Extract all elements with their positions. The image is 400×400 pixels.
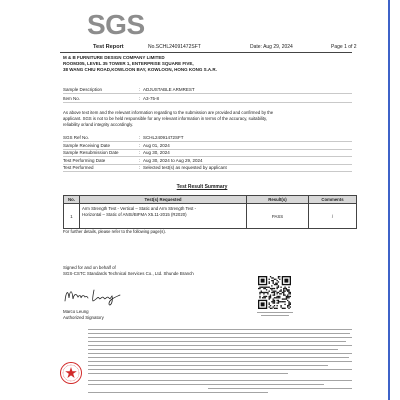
fine-print-line <box>208 388 352 389</box>
report-number: No.SCHL24091472SFT <box>148 44 201 50</box>
qr-module <box>269 297 270 298</box>
sgs-logo: SGS <box>87 9 145 40</box>
qr-module <box>278 302 279 303</box>
fine-print-line <box>88 373 288 374</box>
qr-caption <box>255 312 295 318</box>
qr-module <box>265 287 266 288</box>
qr-module <box>283 294 284 295</box>
qr-module <box>261 302 265 306</box>
qr-module <box>261 279 265 283</box>
results-table <box>63 195 357 229</box>
qr-module <box>275 284 276 285</box>
field-label: Test Performed <box>63 165 94 170</box>
qr-module <box>286 289 287 290</box>
qr-module <box>278 300 279 301</box>
qr-module <box>259 297 260 298</box>
qr-module <box>261 291 262 292</box>
qr-module <box>287 306 288 307</box>
field-label: SGS Ref No. <box>63 135 90 140</box>
fine-print-line <box>88 365 328 366</box>
qr-module <box>287 305 288 306</box>
qr-module <box>287 294 288 295</box>
qr-module <box>261 287 262 288</box>
table-header-row <box>64 196 357 204</box>
qr-module <box>259 293 260 294</box>
fine-print-line <box>88 333 350 334</box>
qr-module <box>273 301 274 302</box>
qr-module <box>280 289 281 290</box>
qr-module <box>282 301 283 302</box>
qr-module <box>265 292 266 293</box>
qr-module <box>274 288 275 289</box>
qr-module <box>279 279 280 280</box>
qr-module <box>271 285 272 286</box>
qr-module <box>276 297 277 298</box>
fine-print-line <box>88 345 352 346</box>
qr-module <box>280 287 281 288</box>
qr-module <box>274 308 275 309</box>
column-header: Comments <box>309 196 357 204</box>
qr-module <box>275 308 276 309</box>
qr-module <box>274 292 275 293</box>
result-cell: PASS <box>247 204 309 229</box>
qr-module <box>278 297 279 298</box>
field-value: Aug 30, 2024 to Aug 29, 2024 <box>143 157 203 163</box>
qr-module <box>290 296 291 297</box>
page-edge-stripe <box>388 0 390 400</box>
qr-module <box>290 306 291 307</box>
qr-module <box>288 297 289 298</box>
qr-module <box>288 305 289 306</box>
qr-module <box>282 292 283 293</box>
qr-module <box>286 298 287 299</box>
qr-module <box>270 294 271 295</box>
qr-module <box>283 289 284 290</box>
qr-module <box>276 292 277 293</box>
qr-module <box>276 296 277 297</box>
qr-module <box>284 294 285 295</box>
qr-module <box>274 305 275 306</box>
qr-module <box>265 296 266 297</box>
qr-module <box>275 279 276 280</box>
qr-module <box>266 289 267 290</box>
qr-module <box>275 291 276 292</box>
qr-module <box>288 292 289 293</box>
qr-module <box>288 302 289 303</box>
qr-module <box>270 308 271 309</box>
qr-module <box>275 283 276 284</box>
qr-module <box>273 302 274 303</box>
qr-module <box>276 283 277 284</box>
qr-module <box>273 283 274 284</box>
field-separator: : <box>139 87 141 92</box>
qr-module <box>276 284 277 285</box>
qr-module <box>284 304 285 305</box>
field-separator: : <box>139 142 141 148</box>
qr-module <box>288 308 289 309</box>
qr-module <box>269 287 270 288</box>
qr-module <box>273 294 274 295</box>
qr-module <box>288 291 289 292</box>
qr-module <box>271 308 272 309</box>
fine-print-line <box>88 384 324 385</box>
qr-module <box>269 281 270 282</box>
qr-module <box>287 297 288 298</box>
qr-module <box>273 292 274 293</box>
qr-module <box>282 308 283 309</box>
signing-company: SGS-CSTC Standards Technical Services Co., Ltd. Shunde Branch <box>63 271 194 276</box>
qr-module <box>270 288 271 289</box>
qr-module <box>259 296 260 297</box>
qr-module <box>280 293 281 294</box>
signed-for-label: Signed for and on behalf of <box>63 265 116 270</box>
receiving-date-row <box>63 143 352 150</box>
qr-module <box>273 298 274 299</box>
qr-module <box>267 287 268 288</box>
qr-module <box>280 306 281 307</box>
qr-module <box>286 296 287 297</box>
sgs-ref-row <box>63 135 352 142</box>
table-row <box>64 204 357 229</box>
qr-caption-line <box>257 312 293 313</box>
qr-module <box>270 297 271 298</box>
header-divider <box>60 52 352 53</box>
further-details-note: For further details, please refer to the following page(s). <box>63 229 166 234</box>
qr-caption-line <box>261 315 289 316</box>
qr-module <box>287 289 288 290</box>
qr-module <box>274 293 275 294</box>
qr-module <box>274 300 275 301</box>
qr-module <box>280 301 281 302</box>
qr-module <box>274 297 275 298</box>
qr-module <box>263 292 264 293</box>
fine-print-line <box>88 357 349 358</box>
qr-module <box>279 296 280 297</box>
qr-module <box>273 291 274 292</box>
qr-module <box>290 304 291 305</box>
qr-module <box>274 294 275 295</box>
qr-module <box>267 293 268 294</box>
qr-module <box>283 298 284 299</box>
qr-module <box>279 297 280 298</box>
qr-module <box>284 279 288 283</box>
qr-module <box>273 306 274 307</box>
qr-module <box>263 293 264 294</box>
test-requested-cell <box>80 204 247 229</box>
fine-print-line <box>88 349 338 350</box>
qr-module <box>278 281 279 282</box>
column-header: Test(s) Requested <box>80 196 247 204</box>
fine-print-line <box>88 392 268 393</box>
qr-module <box>276 280 277 281</box>
report-title: Test Report <box>93 44 124 50</box>
qr-module <box>279 301 280 302</box>
qr-module <box>265 297 266 298</box>
sample-description-row <box>63 87 352 94</box>
qr-module <box>263 297 264 298</box>
qr-module <box>284 308 285 309</box>
qr-module <box>278 277 279 278</box>
qr-module <box>276 288 277 289</box>
qr-module <box>273 288 274 289</box>
field-value: Selected test(s) as requested by applicant <box>143 165 227 170</box>
qr-module <box>263 287 264 288</box>
field-separator: : <box>139 165 141 170</box>
item-number-row <box>63 96 352 103</box>
qr-module <box>271 280 272 281</box>
signatory-name: Marco Leung <box>63 309 89 314</box>
qr-module <box>276 293 277 294</box>
company-seal-icon <box>59 361 83 385</box>
fine-print-line <box>88 341 346 342</box>
qr-module <box>269 304 270 305</box>
qr-module <box>275 297 276 298</box>
qr-module <box>278 285 279 286</box>
qr-module <box>269 302 270 303</box>
test-requested-line: Horizontal – Static of ANSI/BIFMA X5.11-2015 (R2020) <box>82 212 187 217</box>
qr-module <box>270 305 271 306</box>
qr-module <box>279 291 280 292</box>
report-date: Date: Aug 29, 2024 <box>250 44 293 50</box>
qr-module <box>283 293 284 294</box>
qr-module <box>278 296 279 297</box>
fine-print-line <box>88 361 352 362</box>
qr-module <box>271 277 272 278</box>
qr-module <box>274 284 275 285</box>
qr-module <box>259 292 260 293</box>
field-label: Sample Receiving Date <box>63 142 111 148</box>
column-header: No. <box>64 196 80 204</box>
qr-module <box>276 305 277 306</box>
qr-module <box>290 293 291 294</box>
qr-module <box>278 287 279 288</box>
qr-module <box>288 304 289 305</box>
qr-module <box>288 287 289 288</box>
qr-module <box>273 277 274 278</box>
field-value: Aug 30, 2024 <box>143 150 170 155</box>
qr-module <box>269 298 270 299</box>
qr-module <box>284 287 285 288</box>
qr-module <box>263 296 264 297</box>
qr-module <box>266 287 267 288</box>
comments-cell: / <box>309 204 357 229</box>
qr-module <box>283 308 284 309</box>
field-label: Sample Resubmission Date <box>63 150 119 155</box>
field-label: Test Performing Date <box>63 157 106 163</box>
qr-module <box>271 301 272 302</box>
qr-module <box>259 288 260 289</box>
fine-print-line <box>88 380 352 381</box>
qr-module <box>283 288 284 289</box>
qr-module <box>262 292 263 293</box>
fine-print-line <box>88 353 352 354</box>
qr-module <box>261 292 262 293</box>
qr-module <box>280 291 281 292</box>
qr-module <box>288 296 289 297</box>
qr-module <box>290 292 291 293</box>
qr-module <box>286 297 287 298</box>
qr-module <box>286 288 287 289</box>
qr-module <box>283 301 284 302</box>
field-separator: : <box>139 150 141 155</box>
qr-module <box>282 298 283 299</box>
qr-module <box>288 289 289 290</box>
qr-module <box>284 291 285 292</box>
qr-module <box>283 291 284 292</box>
test-performed-row <box>63 165 352 172</box>
column-header: Result(s) <box>247 196 309 204</box>
qr-module <box>280 305 281 306</box>
qr-module <box>263 288 264 289</box>
qr-module <box>266 292 267 293</box>
applicant-name: M & B FURNITURE DESIGN COMPANY LIMITED <box>63 55 165 60</box>
applicant-address-line: 38 WANG CHIU ROAD,KOWLOON BAY, KOWLOON, HONG KONG S.A.R. <box>63 67 217 72</box>
qr-module <box>279 276 280 277</box>
qr-module <box>266 296 267 297</box>
qr-module <box>278 276 279 277</box>
qr-module <box>290 302 291 303</box>
field-value: Aug 01, 2024 <box>143 142 170 148</box>
qr-module <box>262 287 263 288</box>
qr-module <box>269 279 270 280</box>
summary-title: Test Result Summary <box>176 184 228 190</box>
qr-module <box>262 297 263 298</box>
qr-module <box>276 308 277 309</box>
qr-module <box>274 279 275 280</box>
qr-module <box>287 296 288 297</box>
qr-module <box>269 296 270 297</box>
field-value: ADJUSTABLE ARMREST <box>143 87 195 92</box>
performing-date-row <box>63 158 352 165</box>
qr-module <box>267 292 268 293</box>
test-requested-line: Arm Strength Test - Vertical – Static and Arm Strength Test - <box>82 206 196 211</box>
fine-print-line <box>88 369 352 370</box>
qr-module <box>288 301 289 302</box>
qr-module <box>276 287 277 288</box>
qr-module <box>284 288 285 289</box>
qr-module <box>271 288 272 289</box>
field-label: Item No. <box>63 96 81 101</box>
qr-module <box>258 288 259 289</box>
disclaimer-line: As above text item and the relevant information regarding to the submission are provided and confirmed by the <box>63 110 274 115</box>
signature-image <box>62 284 126 308</box>
qr-module <box>278 292 279 293</box>
field-label: Sample Description <box>63 87 103 92</box>
qr-module <box>265 288 266 289</box>
field-value: A3-75-8 <box>143 96 160 101</box>
qr-module <box>269 291 270 292</box>
disclaimer-line: reliability or/and integrity accordingly. <box>63 122 134 127</box>
disclaimer-line: applicant. SGS is not to be held responsible for any relevant information in terms of the accuracy, suitability, <box>63 116 268 121</box>
qr-module <box>271 289 272 290</box>
qr-module <box>274 302 275 303</box>
qr-module <box>270 296 271 297</box>
qr-module <box>279 293 280 294</box>
qr-module <box>287 291 288 292</box>
fine-print-line <box>88 329 352 330</box>
qr-module <box>278 301 279 302</box>
qr-module <box>287 300 288 301</box>
fine-print-line <box>88 337 352 338</box>
field-value: SCHL24091472SFT <box>143 135 184 140</box>
qr-module <box>274 291 275 292</box>
row-number: 1 <box>64 204 80 229</box>
applicant-address-line: ROOM305, LEVEL 35 TOWER 1, ENTERPRISE SQUARE FIVE, <box>63 61 194 66</box>
qr-module <box>271 292 272 293</box>
qr-module <box>276 302 277 303</box>
resubmission-date-row <box>63 150 352 157</box>
qr-module <box>273 281 274 282</box>
field-separator: : <box>139 135 141 140</box>
signatory-title: Authorized Signatory <box>63 315 104 320</box>
page-indicator: Page 1 of 2 <box>331 44 357 50</box>
field-separator: : <box>139 96 141 101</box>
qr-module <box>274 301 275 302</box>
qr-code-icon <box>258 276 291 309</box>
field-separator: : <box>139 157 141 163</box>
fine-print-block <box>88 329 352 395</box>
qr-module <box>273 280 274 281</box>
qr-module <box>284 298 285 299</box>
qr-module <box>259 287 260 288</box>
qr-module <box>270 276 271 277</box>
qr-module <box>288 293 289 294</box>
qr-module <box>276 300 277 301</box>
qr-module <box>283 292 284 293</box>
qr-module <box>284 301 285 302</box>
qr-module <box>269 283 270 284</box>
qr-module <box>273 300 274 301</box>
qr-module <box>269 306 270 307</box>
